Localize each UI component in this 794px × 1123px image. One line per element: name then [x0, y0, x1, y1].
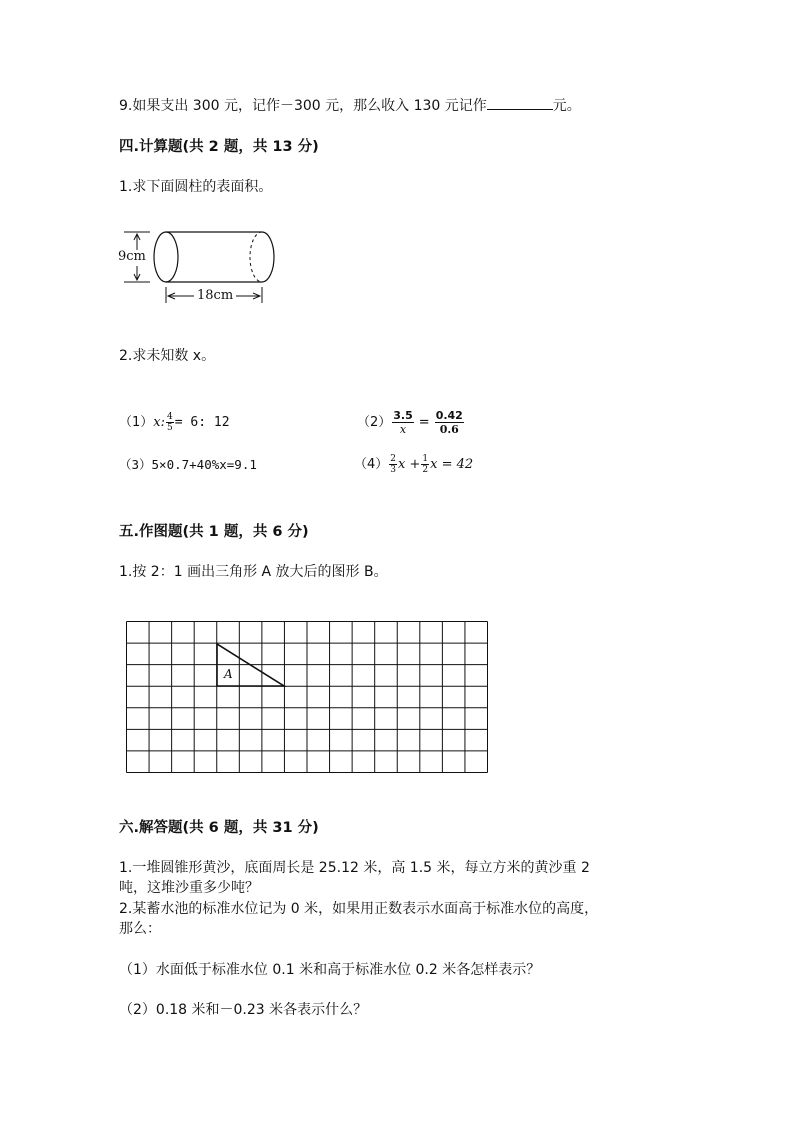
fraction-denominator: 2: [422, 465, 429, 475]
equation-4-prefix: （4）: [354, 457, 389, 472]
fraction-numerator: 1: [422, 454, 429, 464]
section-6-question-1-line-2: 吨，这堆沙重多少吨？: [119, 880, 259, 896]
diameter-label: 9cm: [118, 249, 146, 264]
drawing-grid[interactable]: [126, 621, 488, 773]
equation-4-fraction-2: [421, 454, 429, 475]
section-4-heading: 四.计算题(共 2 题，共 13 分): [119, 139, 319, 155]
section-4-question-1: 1.求下面圆柱的表面积。: [119, 179, 273, 195]
fraction-denominator: x: [399, 423, 407, 436]
equals-sign: =: [418, 415, 430, 430]
equation-2: [357, 409, 465, 436]
question-9-tail: 元。: [552, 98, 581, 114]
section-5-question-1: 1.按 2：1 画出三角形 A 放大后的图形 B。: [119, 564, 388, 580]
grid-lines: [127, 622, 488, 773]
length-label: 18cm: [197, 288, 234, 303]
equation-2-fraction-left: [392, 409, 414, 436]
equation-4-fraction-1: [389, 454, 397, 475]
question-9-text: 9.如果支出 300 元，记作－300 元，那么收入 130 元记作: [119, 98, 487, 114]
fraction-numerator: 3.5: [393, 409, 413, 422]
section-6-question-2-line-1: 2.某蓄水池的标准水位记为 0 米，如果用正数表示水面高于标准水位的高度，: [119, 901, 599, 917]
equation-1: [119, 412, 230, 433]
answer-blank[interactable]: [487, 96, 553, 110]
equation-1-var: x:: [153, 415, 165, 430]
triangle-a-label: A: [224, 667, 233, 681]
fraction-numerator: 0.42: [435, 409, 463, 422]
fraction-numerator: 2: [390, 454, 397, 464]
equation-1-prefix: （1）: [119, 415, 154, 430]
section-6-question-2-line-2: 那么：: [119, 921, 161, 937]
section-6-question-1-line-1: 1.一堆圆锥形黄沙，底面周长是 25.12 米，高 1.5 米，每立方米的黄沙重 2: [119, 860, 590, 876]
equation-2-prefix: （2）: [357, 415, 392, 430]
section-6-question-2-sub-2: （2）0.18 米和－0.23 米各表示什么？: [119, 1002, 368, 1018]
section-6-heading: 六.解答题(共 6 题，共 31 分): [119, 820, 319, 836]
equation-3: （3）5×0.7+40%x=9.1: [119, 457, 257, 472]
fraction-denominator: 3: [390, 465, 397, 475]
section-4-question-2: 2.求未知数 x。: [119, 348, 216, 364]
equation-1-fraction: [166, 412, 174, 433]
section-5-heading: 五.作图题(共 1 题，共 6 分): [119, 524, 309, 540]
equation-4: [354, 454, 473, 475]
fraction-denominator: 0.6: [439, 423, 459, 436]
fraction-denominator: 5: [167, 423, 173, 433]
equation-4-rhs: x = 42: [430, 457, 474, 472]
section-6-question-2-sub-1: （1）水面低于标准水位 0.1 米和高于标准水位 0.2 米各怎样表示？: [119, 962, 541, 978]
equation-2-fraction-right: [435, 409, 464, 436]
fraction-numerator: 4: [167, 412, 173, 422]
equation-1-rhs: = 6: 12: [174, 415, 230, 430]
question-9: [119, 96, 581, 116]
equation-4-term: x +: [398, 457, 421, 472]
